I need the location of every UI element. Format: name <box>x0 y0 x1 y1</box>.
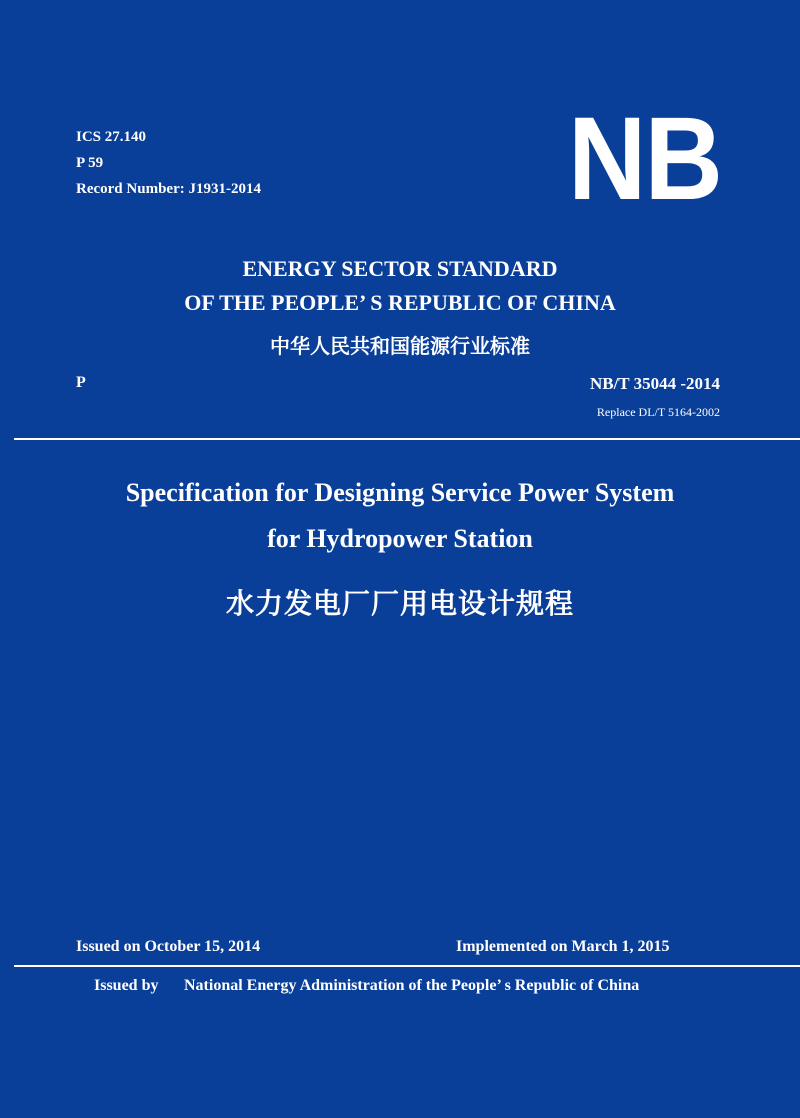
issuing-authority: National Energy Administration of the People’ s Republic of China <box>184 977 640 994</box>
document-title-chinese: 水力发电厂厂用电设计规程 <box>225 587 574 620</box>
sector-standard-line2: OF THE PEOPLE’ S REPUBLIC OF CHINA <box>184 290 616 315</box>
standard-number: NB/T 35044 -2014 <box>589 374 720 393</box>
issuer-line <box>94 977 639 995</box>
standard-category: P <box>76 374 86 391</box>
implementation-date: Implemented on March 1, 2015 <box>456 938 670 955</box>
metadata-block <box>76 124 261 202</box>
classification-code: P 59 <box>76 155 104 171</box>
nb-logo: NB <box>568 93 722 225</box>
issue-date: Issued on October 15, 2014 <box>76 938 261 955</box>
document-title-line1: Specification for Designing Service Power System <box>125 478 675 507</box>
sector-standard-line1: ENERGY SECTOR STANDARD <box>242 256 558 281</box>
sector-standard-chinese: 中华人民共和国能源行业标准 <box>270 334 530 358</box>
issued-by-label: Issued by <box>94 977 159 994</box>
top-divider <box>14 438 800 440</box>
ics-code: ICS 27.140 <box>76 129 147 145</box>
document-title-line2: for Hydropower Station <box>267 524 533 553</box>
bottom-divider <box>14 965 800 967</box>
replaces-standard: Replace DL/T 5164-2002 <box>596 405 720 419</box>
record-number: Record Number: J1931-2014 <box>76 181 261 197</box>
